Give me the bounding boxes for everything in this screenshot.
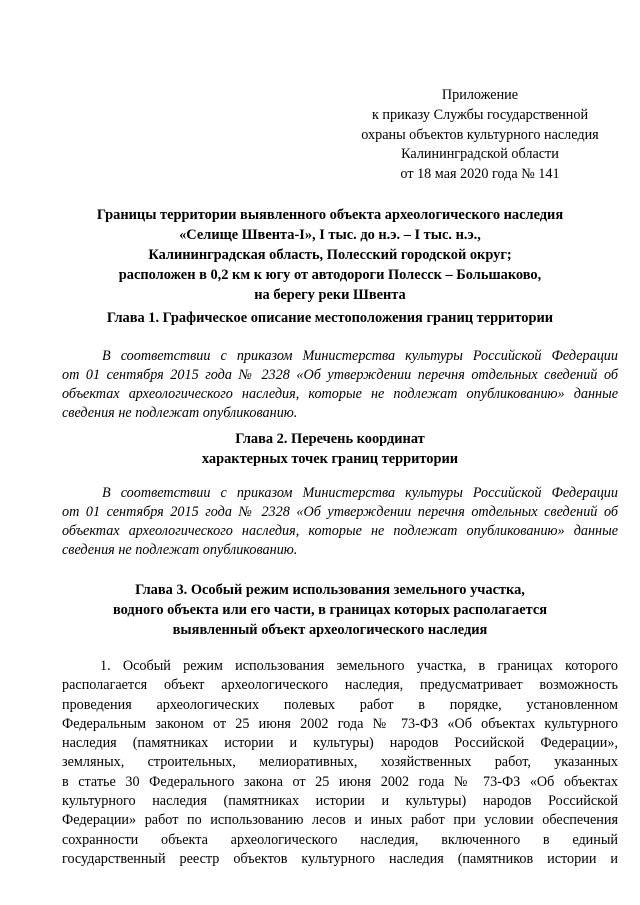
paragraph-line: от 01 сентября 2015 года № 2328 «Об утверждении перечня отдельных сведений об <box>62 504 618 520</box>
paragraph-line: государственный реестр объектов культурного наследия (памятников истории и <box>62 850 618 867</box>
paragraph-line: В соответствии с приказом Министерства культуры Российской Федерации <box>102 485 618 501</box>
chapter1-heading-text: Глава 1. Графическое описание местоположения границ территории <box>106 310 554 326</box>
paragraph-line: 1. Особый режим использования земельного участка, в границах которого <box>100 658 618 674</box>
chapter1-paragraph <box>62 347 618 423</box>
paragraph-line: сохранности объекта археологического наследия, включенного в единый <box>62 831 618 848</box>
chapter2-heading <box>40 429 620 469</box>
title-line: Калининградская область, Полесский городской округ; <box>148 247 512 263</box>
paragraph-line: объектах археологического наследия, которые не подлежат опубликованию» данные <box>62 386 618 402</box>
chapter3-heading <box>40 580 620 640</box>
title-line: Границы территории выявленного объекта археологического наследия <box>96 207 564 223</box>
appendix-line: охраны объектов культурного наследия <box>361 126 599 143</box>
chapter2-heading-line: Глава 2. Перечень координат <box>235 431 425 447</box>
paragraph-line: сведения не подлежат опубликованию. <box>62 405 298 421</box>
chapter3-heading-line: водного объекта или его части, в границах которых располагается <box>112 602 548 618</box>
appendix-line: от 18 мая 2020 года № 141 <box>400 166 560 183</box>
paragraph-line: сведения не подлежат опубликованию. <box>62 542 298 558</box>
chapter3-heading-line: выявленный объект археологического наследия <box>172 622 488 638</box>
chapter3-heading-line: Глава 3. Особый режим использования земельного участка, <box>135 582 525 598</box>
chapter2-paragraph <box>62 484 618 560</box>
chapter2-heading-line: характерных точек границ территории <box>201 451 459 467</box>
chapter3-paragraph <box>62 657 618 869</box>
appendix-block <box>330 86 630 185</box>
appendix-line: Калининградской области <box>401 146 559 163</box>
paragraph-line: культурного наследия (памятниках истории и культуры) народов Российской <box>62 793 618 810</box>
document-title <box>40 205 620 305</box>
appendix-line: Приложение <box>441 87 519 103</box>
paragraph-line: в статье 30 Федерального закона от 25 июня 2002 года № 73-ФЗ «Об объектах <box>62 773 618 790</box>
title-line: «Селище Швента-I», I тыс. до н.э. – I тыс. н.э., <box>179 227 481 243</box>
paragraph-line: Федеральным законом от 25 июня 2002 года № 73-ФЗ «Об объектах культурного <box>62 715 618 732</box>
title-line: на берегу реки Швента <box>254 287 406 303</box>
appendix-line: к приказу Службы государственной <box>371 106 589 123</box>
chapter1-heading <box>40 308 620 328</box>
paragraph-line: от 01 сентября 2015 года № 2328 «Об утверждении перечня отдельных сведений об <box>62 367 618 383</box>
title-line: расположен в 0,2 км к югу от автодороги Полесск – Большаково, <box>118 267 542 283</box>
paragraph-line: земляных, строительных, мелиоративных, хозяйственных работ, указанных <box>62 754 618 771</box>
paragraph-line: В соответствии с приказом Министерства культуры Российской Федерации <box>102 348 618 364</box>
paragraph-line: проведения археологических полевых работ в порядке, установленном <box>62 696 618 713</box>
paragraph-line: Федерации» работ по использованию лесов и иных работ при условии обеспечения <box>62 812 618 829</box>
paragraph-line: объектах археологического наследия, которые не подлежат опубликованию» данные <box>62 523 618 539</box>
paragraph-line: наследия (памятниках истории и культуры) народов Российской Федерации», <box>62 735 618 752</box>
paragraph-line: располагается объект археологического наследия, предусматривает возможность <box>62 677 618 694</box>
